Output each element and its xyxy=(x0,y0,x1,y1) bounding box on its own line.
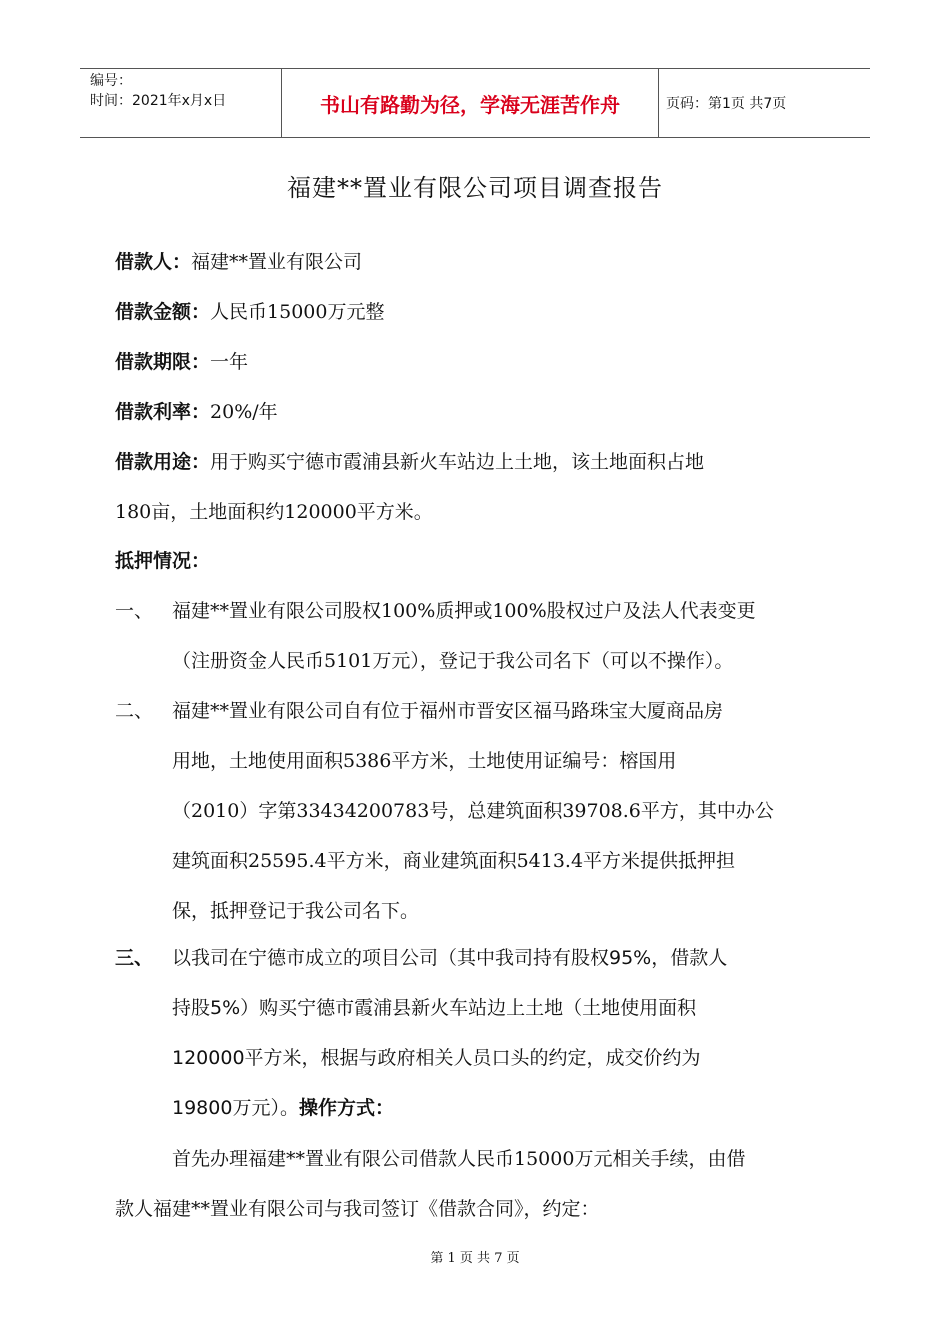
header-meta xyxy=(80,69,280,139)
field-value: 一年 xyxy=(210,351,249,373)
paragraph-line: 款人福建**置业有限公司与我司签订《借款合同》，约定： xyxy=(115,1198,600,1220)
field-value: 人民币15000万元整 xyxy=(210,301,385,323)
item-number: 二、 xyxy=(115,700,154,722)
item-line xyxy=(172,1093,394,1120)
item-line: 以我司在宁德市成立的项目公司（其中我司持有股权95%，借款人 xyxy=(172,947,728,969)
field-label: 借款期限： xyxy=(115,351,211,373)
page-header xyxy=(80,68,870,138)
paragraph-line: 首先办理福建**置业有限公司借款人民币15000万元相关手续，由借 xyxy=(172,1148,746,1170)
document-title: 福建**置业有限公司项目调查报告 xyxy=(287,174,663,202)
item-line: 保，抵押登记于我公司名下。 xyxy=(172,900,420,922)
document-number: 编号： xyxy=(90,73,132,89)
operation-heading: 操作方式： xyxy=(298,1097,394,1119)
field-borrower xyxy=(115,247,362,274)
item-line: 福建**置业有限公司股权100%质押或100%股权过户及法人代表变更 xyxy=(172,600,756,622)
item-line: 建筑面积25595.4平方米，商业建筑面积5413.4平方米提供抵押担 xyxy=(172,850,736,872)
item-line: 120000平方米，根据与政府相关人员口头的约定，成交价约为 xyxy=(172,1047,701,1069)
field-value: 用于购买宁德市霞浦县新火车站边上土地，该土地面积占地 xyxy=(210,451,705,473)
item-line: 用地，土地使用面积5386平方米，土地使用证编号：榕国用 xyxy=(172,750,677,772)
field-label: 借款人： xyxy=(115,251,192,273)
field-usage-cont: 180亩，土地面积约120000平方米。 xyxy=(115,501,433,523)
mortgage-heading: 抵押情况： xyxy=(115,550,211,572)
document-date: 时间：2021年x月x日 xyxy=(90,93,227,109)
page-footer: 第 1 页 共 7 页 xyxy=(430,1251,520,1266)
field-rate xyxy=(115,397,278,424)
item-line: 持股5%）购买宁德市霞浦县新火车站边上土地（土地使用面积 xyxy=(172,997,697,1019)
item-number: 一、 xyxy=(115,600,154,622)
header-page-info: 页码：第1页 共7页 xyxy=(666,96,787,112)
item-number: 三、 xyxy=(115,947,154,969)
field-amount xyxy=(115,297,384,324)
item-line-text: 19800万元）。 xyxy=(172,1097,299,1119)
header-motto: 书山有路勤为径，学海无涯苦作舟 xyxy=(281,69,659,137)
field-label: 借款金额： xyxy=(115,301,211,323)
field-value: 福建**置业有限公司 xyxy=(191,251,363,273)
field-term xyxy=(115,347,248,374)
field-label: 借款利率： xyxy=(115,401,211,423)
item-line: （2010）字第33434200783号，总建筑面积39708.6平方，其中办公 xyxy=(172,800,774,822)
field-usage xyxy=(115,447,704,474)
item-line: 福建**置业有限公司自有位于福州市晋安区福马路珠宝大厦商品房 xyxy=(172,700,724,722)
field-value: 20%/年 xyxy=(210,401,278,423)
item-line: （注册资金人民币5101万元），登记于我公司名下（可以不操作）。 xyxy=(172,650,734,672)
field-label: 借款用途： xyxy=(115,451,211,473)
